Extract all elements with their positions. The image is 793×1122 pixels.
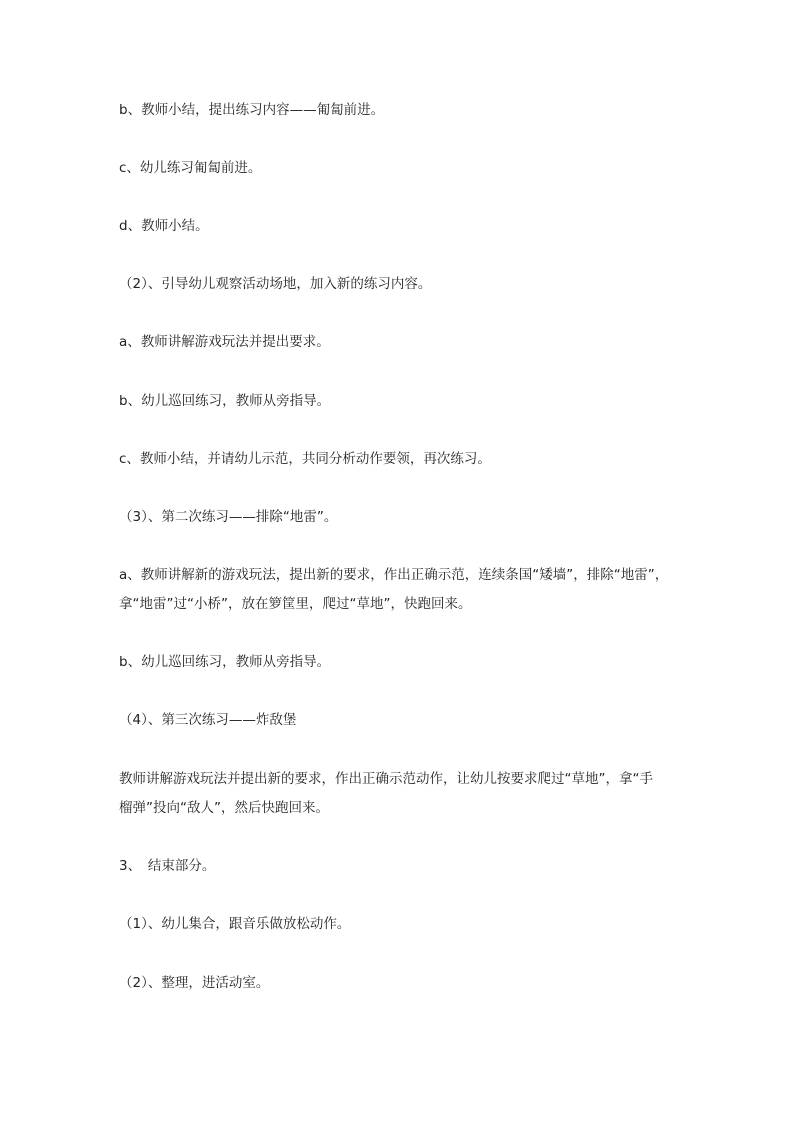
paragraph-line: （3）、第二次练习——排除“地雷”。 (119, 509, 338, 525)
paragraph-line: d、教师小结。 (119, 218, 209, 234)
paragraph-line: （2）、整理，进活动室。 (119, 975, 270, 991)
paragraph-line: c、幼儿练习匍匐前进。 (119, 160, 262, 176)
paragraph-line: b、幼儿巡回练习，教师从旁指导。 (119, 654, 331, 670)
paragraph (119, 96, 679, 125)
paragraph (119, 154, 679, 183)
paragraph (119, 852, 679, 881)
paragraph (119, 910, 679, 939)
paragraph (119, 648, 679, 677)
paragraph-line: a、教师讲解新的游戏玩法，提出新的要求，作出正确示范，连续条国“矮墙”，排除“地雷”， (119, 567, 669, 583)
paragraph-line: c、教师小结，并请幼儿示范，共同分析动作要领，再次练习。 (119, 451, 491, 467)
paragraph (119, 270, 679, 299)
paragraph (119, 387, 679, 416)
paragraph-line: 教师讲解游戏玩法并提出新的要求，作出正确示范动作，让幼儿按要求爬过“草地”，拿“手 (119, 771, 653, 787)
paragraph (119, 969, 679, 998)
paragraph (119, 328, 679, 357)
paragraph-line: b、教师小结，提出练习内容——匍匐前进。 (119, 102, 385, 118)
paragraph-line: 拿“地雷”过“小桥”，放在箩筐里，爬过“草地”，快跑回来。 (119, 596, 472, 612)
paragraph-line: 3、 结束部分。 (119, 858, 216, 874)
paragraph-line: （2）、引导幼儿观察活动场地，加入新的练习内容。 (119, 276, 432, 292)
paragraph-line: 榴弹”投向“敌人”，然后快跑回来。 (119, 800, 329, 816)
paragraph-line: b、幼儿巡回练习，教师从旁指导。 (119, 393, 331, 409)
paragraph-line: （1）、幼儿集合，跟音乐做放松动作。 (119, 916, 351, 932)
paragraph-line: （4）、第三次练习——炸敌堡 (119, 712, 297, 728)
paragraph (119, 212, 679, 241)
paragraph (119, 445, 679, 474)
paragraph (119, 503, 679, 532)
paragraph (119, 561, 679, 619)
paragraph (119, 765, 679, 823)
paragraph-line: a、教师讲解游戏玩法并提出要求。 (119, 334, 330, 350)
paragraph (119, 706, 679, 735)
